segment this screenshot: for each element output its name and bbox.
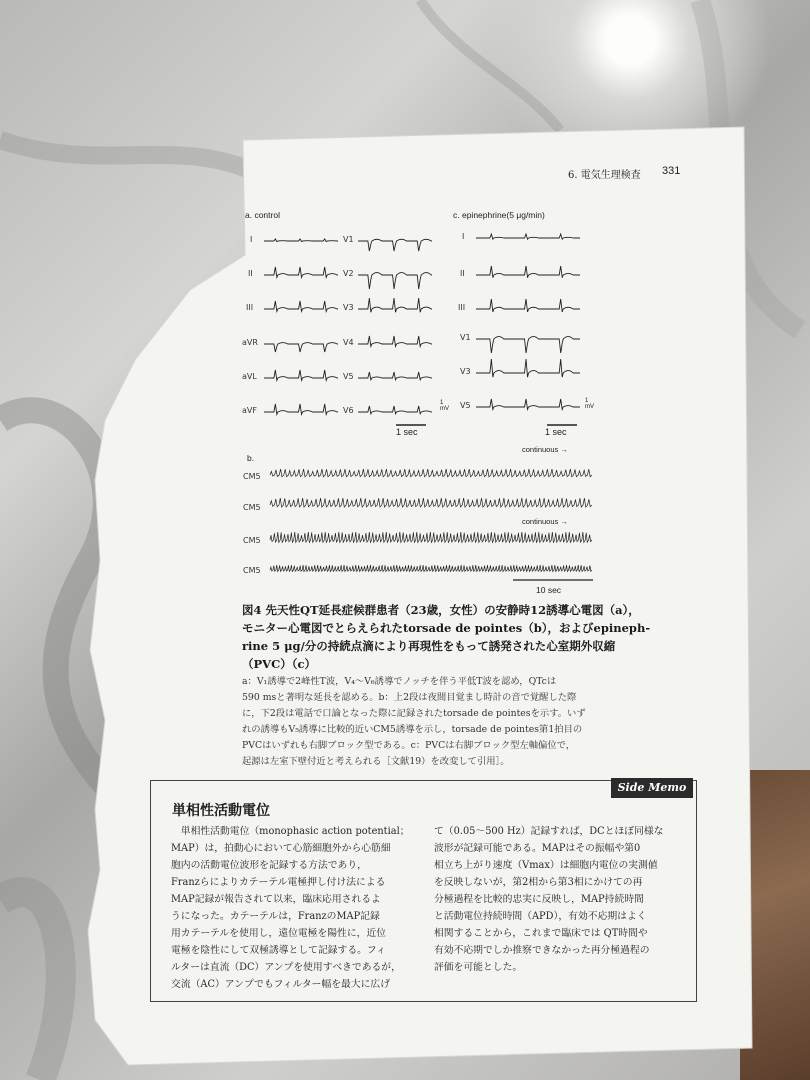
panel-c-mv-scale: 1 mV bbox=[585, 398, 594, 410]
ecg-trace bbox=[476, 359, 580, 377]
ecg-trace bbox=[264, 301, 338, 311]
panel-c-title: c. epinephrine(5 μg/min) bbox=[453, 210, 545, 220]
ecg-trace bbox=[476, 337, 580, 353]
lead-label: aVR bbox=[242, 338, 258, 347]
continuous-label: continuous → bbox=[522, 517, 568, 526]
caption-title-line: rine 5 μg/分の持続点滴により再現性をもって誘発された心室期外収縮 bbox=[242, 639, 616, 653]
ecg-trace bbox=[264, 404, 338, 414]
memo-right-line: 波形が記録可能である。MAPはその振幅や第0 bbox=[434, 843, 641, 854]
memo-right-line: を反映しないが，第2相から第3相にかけての再 bbox=[434, 877, 643, 888]
caption-body-line: a：V₁誘導で2峰性T波，V₄～V₆誘導でノッチを伴う平低T波を認め，QTcは bbox=[242, 676, 557, 687]
side-memo-title: 単相性活動電位 bbox=[172, 803, 270, 819]
section-header: 6. 電気生理検査 bbox=[568, 170, 641, 181]
lead-label: V2 bbox=[343, 269, 354, 278]
memo-left-line: 用カテーテルを使用し，遠位電極を陽性に，近位 bbox=[171, 928, 387, 939]
ecg-trace bbox=[264, 267, 338, 277]
lead-label: III bbox=[458, 303, 466, 312]
ecg-strip bbox=[270, 565, 592, 572]
panel-a-time-scale: 1 sec bbox=[396, 427, 418, 437]
memo-left-line: MAP）は，拍動心において心筋細胞外から心筋細 bbox=[171, 843, 391, 854]
lead-label: V1 bbox=[343, 235, 354, 244]
ecg-strip bbox=[270, 469, 592, 477]
lead-label: I bbox=[250, 235, 253, 244]
side-memo-badge: Side Memo bbox=[611, 778, 693, 798]
caption-body-line: れの誘導もV₅誘導に比較的近いCM5誘導を示し，torsade de pointes第1拍目の bbox=[242, 724, 583, 735]
ecg-trace bbox=[358, 239, 432, 251]
ecg-trace bbox=[476, 299, 580, 312]
lead-label: V5 bbox=[460, 401, 471, 410]
lead-label: III bbox=[246, 303, 254, 312]
lead-label: I bbox=[462, 232, 465, 241]
caption-body-line: 起源は左室下壁付近と考えられる［文献19）を改変して引用］。 bbox=[242, 756, 510, 767]
panel-b-time-scale: 10 sec bbox=[536, 585, 562, 595]
memo-right-line: と活動電位持続時間（APD），有効不応期はよく bbox=[434, 911, 647, 922]
strip-label: CM5 bbox=[243, 503, 261, 512]
ecg-trace bbox=[476, 399, 580, 409]
ecg-strip bbox=[270, 498, 592, 507]
panel-c-time-scale: 1 sec bbox=[545, 427, 567, 437]
lead-label: V3 bbox=[343, 303, 354, 312]
memo-right-line: 相関することから，これまで臨床では QT時間や bbox=[434, 928, 648, 939]
caption-body-line: 590 msと著明な延長を認める。b：上2段は夜間目覚まし時計の音で覚醒した際 bbox=[242, 692, 577, 703]
memo-right-line: て（0.05～500 Hz）記録すれば，DCとほぼ同様な bbox=[434, 826, 664, 837]
caption-title-line: 図4 先天性QT延長症候群患者（23歳，女性）の安静時12誘導心電図（a）， bbox=[242, 603, 640, 617]
memo-left-line: 単相性活動電位（monophasic action potential； bbox=[171, 826, 410, 837]
caption-title-line: モニター心電図でとらえられたtorsade de pointes（b），およびepineph- bbox=[242, 621, 651, 635]
memo-left-line: ルターは直流（DC）アンプを使用すべきであるが， bbox=[171, 962, 401, 973]
ecg-trace bbox=[264, 370, 338, 380]
caption-body-line: PVCはいずれも右脚ブロック型である。c：PVCは右脚ブロック型左軸偏位で， bbox=[242, 740, 576, 751]
ecg-trace bbox=[358, 372, 432, 380]
caption-body-line: に，下2段は電話で口論となった際に記録されたtorsade de pointesを示す。いず bbox=[242, 708, 586, 719]
ecg-trace bbox=[358, 273, 432, 289]
lead-label: V6 bbox=[343, 406, 354, 415]
panel-b-title: b. bbox=[247, 453, 255, 463]
memo-left-line: Franzらによりカテーテル電極押し付け法による bbox=[171, 877, 386, 888]
memo-right-line: 分極過程を比較的忠実に反映し，MAP持続時間 bbox=[434, 894, 644, 905]
memo-left-line: MAP記録が報告されて以来，臨床応用されるよ bbox=[171, 894, 381, 905]
lead-label: II bbox=[248, 269, 253, 278]
lead-label: aVL bbox=[242, 372, 257, 381]
caption-title-line: （PVC）（c） bbox=[242, 657, 316, 671]
strip-label: CM5 bbox=[243, 536, 261, 545]
lead-label: aVF bbox=[242, 406, 257, 415]
continuous-label: continuous → bbox=[522, 445, 568, 454]
strip-label: CM5 bbox=[243, 472, 261, 481]
memo-right-line: 評価を可能とした。 bbox=[434, 962, 523, 973]
ecg-trace bbox=[264, 343, 338, 352]
ecg-trace bbox=[476, 266, 580, 278]
ecg-trace bbox=[264, 239, 338, 242]
memo-left-line: 胞内の活動電位波形を記録する方法であり， bbox=[171, 860, 367, 871]
panel-a-mv-scale: 1 mV bbox=[440, 400, 449, 412]
ecg-trace bbox=[358, 406, 432, 414]
lead-label: V4 bbox=[343, 338, 354, 347]
lead-label: V3 bbox=[460, 367, 471, 376]
memo-left-line: 交流（AC）アンプでもフィルター幅を最大に広げ bbox=[171, 979, 391, 990]
lead-label: V5 bbox=[343, 372, 354, 381]
page-number: 331 bbox=[662, 165, 681, 177]
memo-right-line: 相立ち上がり速度（Vmax）は細胞内電位の実測値 bbox=[434, 860, 658, 871]
ecg-trace bbox=[358, 336, 432, 346]
ecg-strip bbox=[270, 532, 592, 542]
memo-left-line: うになった。カテーテルは，FranzのMAP記録 bbox=[171, 911, 380, 922]
panel-a-title: a. control bbox=[245, 210, 280, 220]
memo-right-line: 有効不応期でしか推察できなかった再分極過程の bbox=[434, 945, 650, 956]
ecg-trace bbox=[358, 298, 432, 312]
memo-left-line: 電極を陰性にして双極誘導として記録する。フィ bbox=[171, 945, 386, 956]
lead-label: V1 bbox=[460, 333, 471, 342]
lead-label: II bbox=[460, 269, 465, 278]
strip-label: CM5 bbox=[243, 566, 261, 575]
ecg-trace bbox=[476, 234, 580, 239]
